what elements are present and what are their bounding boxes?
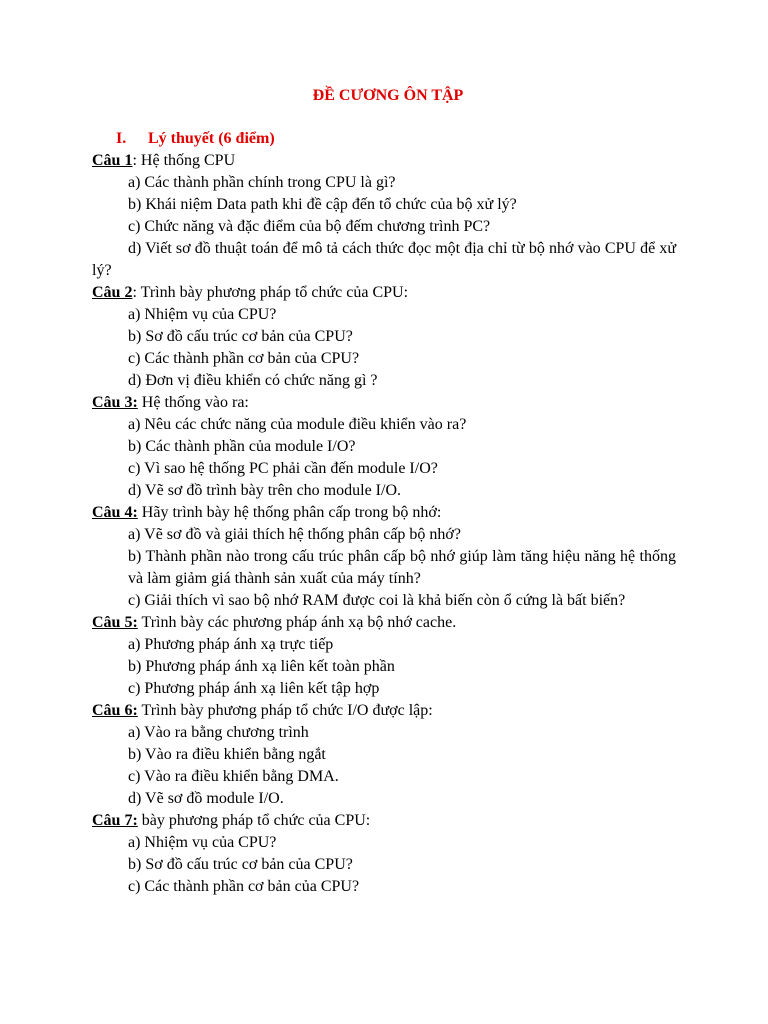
question-item: b) Sơ đồ cấu trúc cơ bản của CPU?	[128, 856, 353, 873]
question-text: Trình bày phương pháp tổ chức I/O được lập:	[137, 702, 433, 719]
question-item: b) Sơ đồ cấu trúc cơ bản của CPU?	[128, 328, 353, 345]
question-label: Câu 2	[92, 284, 133, 301]
question-item: b) Thành phần nào trong cấu trúc phân cấp bộ nhớ giúp làm tăng hiệu năng hệ thống và làm giảm giá thành sản xuất của máy tính?	[128, 548, 676, 587]
question-item: b) Khái niệm Data path khi đề cập đến tổ chức của bộ xử lý?	[128, 196, 517, 213]
question-label: Câu 6:	[92, 702, 138, 719]
question-item: a) Vẽ sơ đồ và giải thích hệ thống phân cấp bộ nhớ?	[128, 526, 461, 543]
question-item: c) Các thành phần cơ bản của CPU?	[128, 350, 360, 367]
question-text: Trình bày phương pháp tổ chức của CPU:	[136, 284, 409, 301]
question-item: c) Phương pháp ánh xạ liên kết tập hợp	[128, 680, 380, 697]
question-label: Câu 3:	[92, 394, 138, 411]
question-7	[92, 810, 676, 832]
question-item: c) Vì sao hệ thống PC phải cần đến module I/O?	[128, 460, 438, 477]
question-5	[92, 612, 676, 634]
question-item: a) Nhiệm vụ của CPU?	[128, 306, 277, 323]
question-text: Trình bày các phương pháp ánh xạ bộ nhớ cache.	[137, 614, 457, 631]
question-item: b) Các thành phần của module I/O?	[128, 438, 356, 455]
question-text: Hệ thống vào ra:	[137, 394, 249, 411]
question-item: b) Phương pháp ánh xạ liên kết toàn phần	[128, 658, 395, 675]
question-item: a) Vào ra bằng chương trình	[128, 724, 309, 741]
question-item: c) Vào ra điều khiển bằng DMA.	[128, 768, 339, 785]
question-label: Câu 1	[92, 152, 133, 169]
question-item: d) Vẽ sơ đồ trình bày trên cho module I/O.	[128, 482, 401, 499]
question-text: Hãy trình bày hệ thống phân cấp trong bộ nhớ:	[137, 504, 442, 521]
document-title: ĐỀ CƯƠNG ÔN TẬP	[312, 87, 464, 104]
question-item: a) Các thành phần chính trong CPU là gì?	[128, 174, 396, 191]
question-item: d) Vẽ sơ đồ module I/O.	[128, 790, 284, 807]
question-item: c) Các thành phần cơ bản của CPU?	[128, 878, 360, 895]
question-text: Hệ thống CPU	[136, 152, 236, 169]
question-6	[92, 700, 676, 722]
question-label: Câu 5:	[92, 614, 138, 631]
question-item: d) Đơn vị điều khiển có chức năng gì ?	[128, 372, 378, 389]
question-1	[92, 150, 676, 172]
question-label-sep: :	[132, 152, 137, 169]
question-3	[92, 392, 676, 414]
question-item: d) Viết sơ đồ thuật toán để mô tả cách thức đọc một địa chỉ từ bộ nhớ vào CPU để xử lý?	[92, 240, 676, 279]
question-label: Câu 4:	[92, 504, 138, 521]
question-item: a) Phương pháp ánh xạ trực tiếp	[128, 636, 334, 653]
question-2	[92, 282, 676, 304]
document-page	[92, 84, 676, 898]
question-item: a) Nhiệm vụ của CPU?	[128, 834, 277, 851]
question-label-sep: :	[132, 284, 137, 301]
question-text: bày phương pháp tổ chức của CPU:	[137, 812, 371, 829]
question-item: b) Vào ra điều khiển bằng ngắt	[128, 746, 326, 763]
question-item: c) Giải thích vì sao bộ nhớ RAM được coi là khả biến còn ổ cứng là bất biến?	[128, 592, 626, 609]
section-heading	[92, 128, 676, 150]
section-label: Lý thuyết (6 điểm)	[148, 130, 275, 147]
section-number: I.	[116, 130, 127, 147]
question-item: c) Chức năng và đặc điểm của bộ đếm chương trình PC?	[128, 218, 491, 235]
question-label: Câu 7:	[92, 812, 138, 829]
question-4	[92, 502, 676, 524]
question-item: a) Nêu các chức năng của module điều khiển vào ra?	[128, 416, 467, 433]
